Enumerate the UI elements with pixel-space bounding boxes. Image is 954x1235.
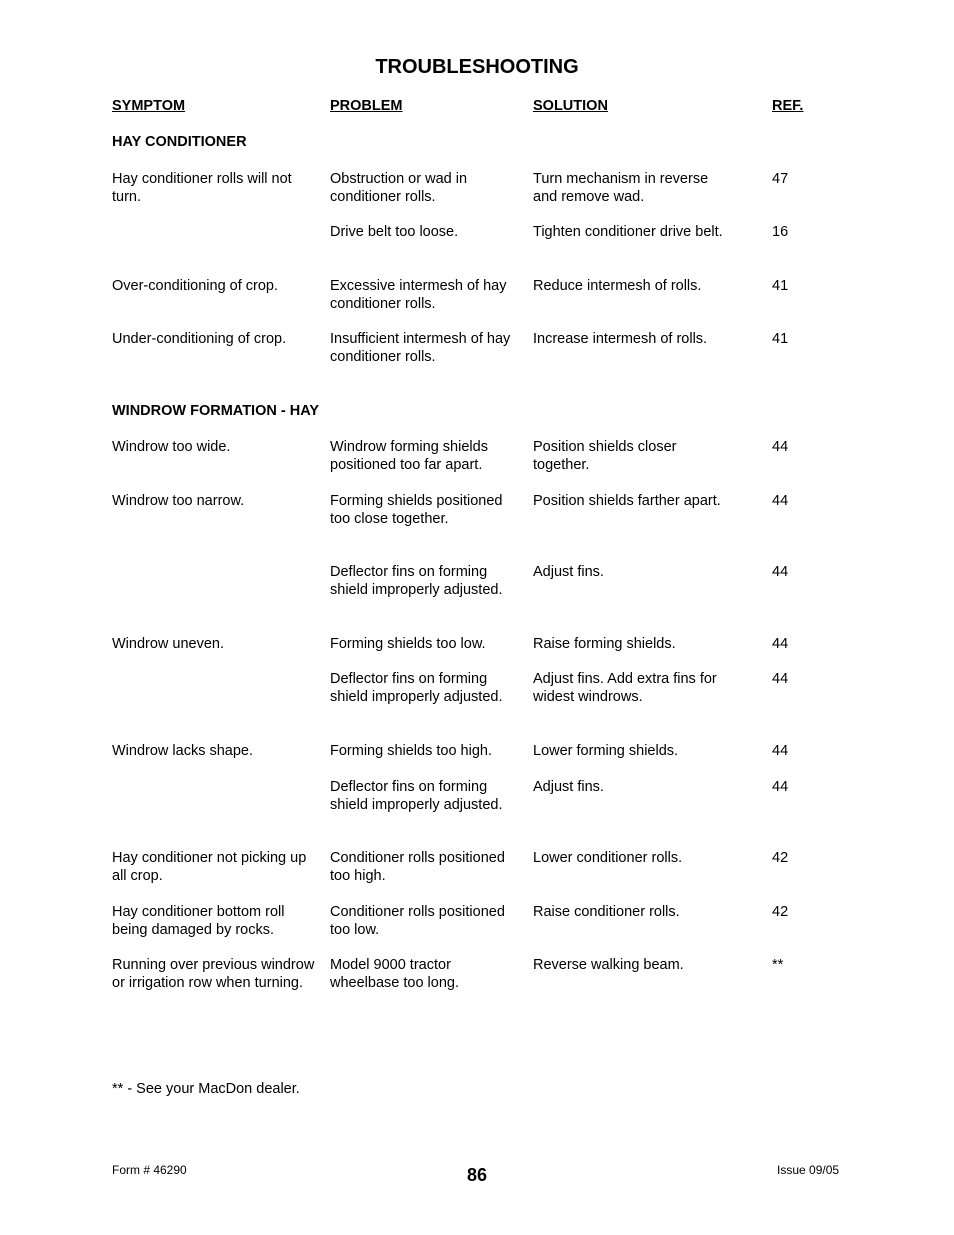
row-ref: 44: [772, 439, 789, 455]
row-symptom: Windrow lacks shape.: [112, 743, 254, 759]
row-problem: Drive belt too loose.: [330, 224, 459, 240]
row-problem: Deflector fins on forming shield improperly adjusted.: [330, 779, 503, 813]
row-symptom: Windrow uneven.: [112, 636, 225, 652]
row-symptom: Over-conditioning of crop.: [112, 278, 279, 294]
row-ref: 44: [772, 636, 789, 652]
row-solution: Reverse walking beam.: [533, 957, 684, 973]
header-symptom: SYMPTOM: [112, 98, 186, 114]
section-windrow-formation: WINDROW FORMATION - HAY: [112, 403, 320, 419]
row-problem: Forming shields too high.: [330, 743, 492, 759]
row-ref: 44: [772, 671, 789, 687]
row-ref: **: [772, 957, 784, 973]
header-problem: PROBLEM: [330, 98, 403, 114]
row-problem: Deflector fins on forming shield improperly adjusted.: [330, 671, 503, 705]
row-symptom: Hay conditioner bottom roll being damaged by rocks.: [112, 904, 285, 938]
row-symptom: Windrow too wide.: [112, 439, 231, 455]
row-problem: Excessive intermesh of hay conditioner rolls.: [330, 278, 507, 312]
row-problem: Windrow forming shields positioned too far apart.: [330, 439, 488, 473]
row-ref: 44: [772, 743, 789, 759]
row-ref: 42: [772, 904, 789, 920]
row-ref: 41: [772, 331, 789, 347]
row-problem: Insufficient intermesh of hay conditioner rolls.: [330, 331, 511, 365]
row-problem: Model 9000 tractor wheelbase too long.: [330, 957, 459, 991]
row-symptom: Hay conditioner rolls will not turn.: [112, 171, 292, 205]
row-problem: Obstruction or wad in conditioner rolls.: [330, 171, 468, 205]
row-solution: Adjust fins.: [533, 779, 604, 795]
row-solution: Adjust fins. Add extra fins for widest windrows.: [533, 671, 717, 705]
issue-date: Issue 09/05: [777, 1163, 840, 1177]
section-hay-conditioner: HAY CONDITIONER: [112, 134, 247, 150]
form-number: Form # 46290: [112, 1163, 187, 1177]
row-ref: 44: [772, 493, 789, 509]
row-ref: 44: [772, 779, 789, 795]
row-symptom: Hay conditioner not picking up all crop.: [112, 850, 307, 884]
row-solution: Tighten conditioner drive belt.: [533, 224, 723, 240]
row-solution: Position shields farther apart.: [533, 493, 721, 509]
row-solution: Turn mechanism in reverse and remove wad.: [533, 171, 709, 205]
row-ref: 44: [772, 564, 789, 580]
row-ref: 47: [772, 171, 789, 187]
row-problem: Conditioner rolls positioned too low.: [330, 904, 505, 938]
row-problem: Forming shields too low.: [330, 636, 486, 652]
row-solution: Lower conditioner rolls.: [533, 850, 683, 866]
row-ref: 42: [772, 850, 789, 866]
row-symptom: Under-conditioning of crop.: [112, 331, 287, 347]
row-solution: Raise forming shields.: [533, 636, 676, 652]
row-problem: Deflector fins on forming shield improperly adjusted.: [330, 564, 503, 598]
header-solution: SOLUTION: [533, 98, 608, 114]
header-ref: REF.: [772, 98, 804, 114]
row-solution: Increase intermesh of rolls.: [533, 331, 708, 347]
row-ref: 41: [772, 278, 789, 294]
row-symptom: Running over previous windrow or irrigation row when turning.: [112, 957, 315, 991]
row-ref: 16: [772, 224, 789, 240]
page-number: 86: [466, 1165, 488, 1185]
row-solution: Lower forming shields.: [533, 743, 679, 759]
row-problem: Conditioner rolls positioned too high.: [330, 850, 505, 884]
row-solution: Reduce intermesh of rolls.: [533, 278, 702, 294]
page-title: TROUBLESHOOTING: [375, 56, 579, 78]
row-solution: Position shields closer together.: [533, 439, 677, 473]
row-solution: Adjust fins.: [533, 564, 604, 580]
row-problem: Forming shields positioned too close together.: [330, 493, 503, 527]
footnote: ** - See your MacDon dealer.: [112, 1081, 300, 1097]
row-solution: Raise conditioner rolls.: [533, 904, 680, 920]
row-symptom: Windrow too narrow.: [112, 493, 245, 509]
